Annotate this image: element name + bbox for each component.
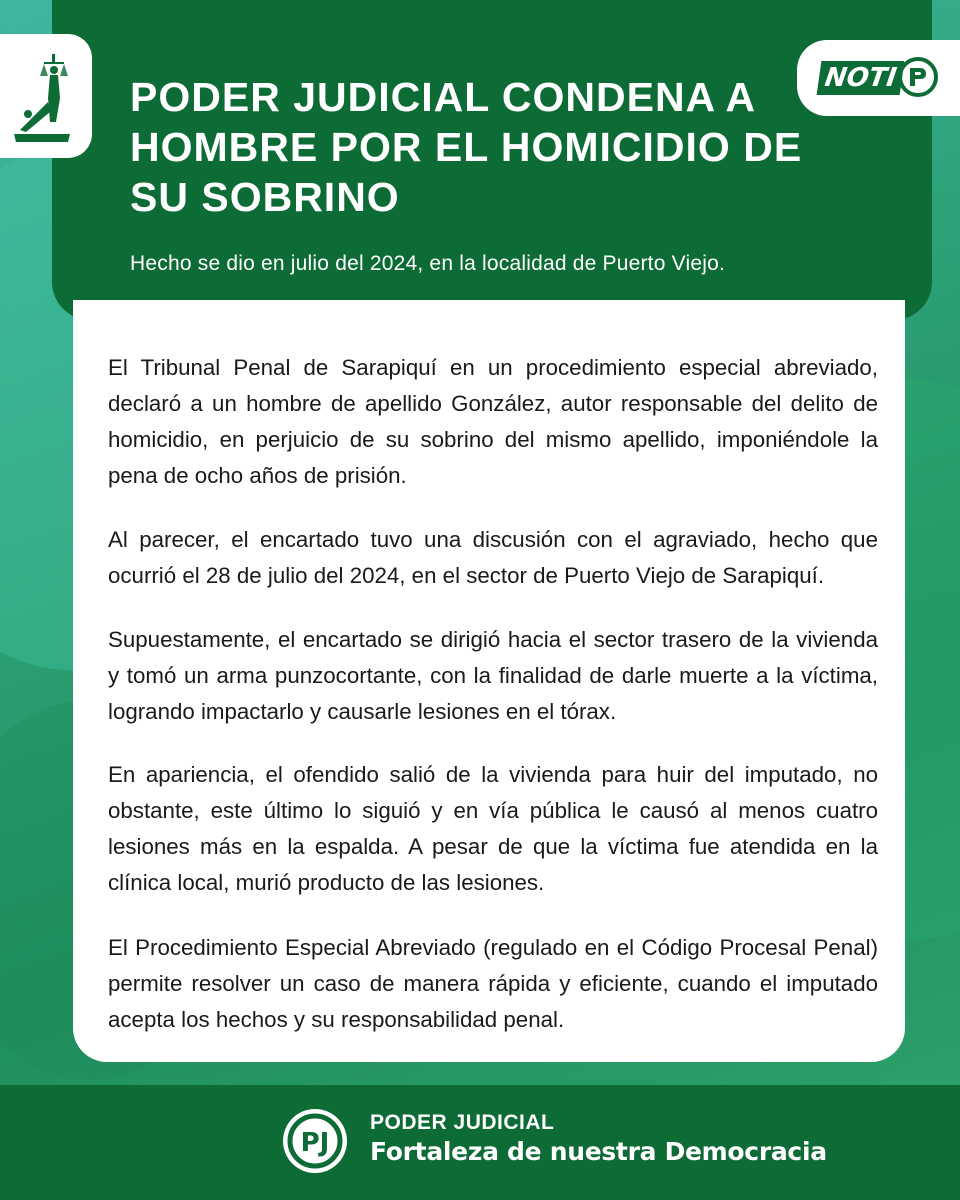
- pj-logo-icon: [281, 1107, 349, 1175]
- organization-name: PODER JUDICIAL: [370, 1111, 555, 1134]
- article-card: [73, 300, 905, 1062]
- pj-logo-icon: [898, 57, 938, 97]
- noti-label: NOTI: [817, 61, 905, 95]
- article-paragraph: En apariencia, el ofendido salió de la vivienda para huir del imputado, no obstante, este último lo siguió y en vía pública le causó al menos cuatro lesiones más en la espalda. A pesar de que la víctima fue atendida en la clínica local, murió producto de las lesiones.: [108, 762, 878, 895]
- article-paragraph: Al parecer, el encartado tuvo una discusión con el agraviado, hecho que ocurrió el 28 de julio del 2024, en el sector de Puerto Viejo de Sarapiquí.: [108, 527, 878, 588]
- footer: [0, 1085, 960, 1200]
- emblem-tab: [0, 34, 92, 158]
- justice-statue-icon: [8, 50, 78, 146]
- footer-logo-text: PJ: [300, 1128, 330, 1158]
- subheadline: Hecho se dio en julio del 2024, en la localidad de Puerto Viejo.: [130, 252, 725, 275]
- article-paragraph: Supuestamente, el encartado se dirigió hacia el sector trasero de la vivienda y tomó un arma punzocortante, con la finalidad de darle muerte a la víctima, logrando impactarlo y causarle lesiones en el tórax.: [108, 627, 878, 724]
- organization-tagline: Fortaleza de nuestra Democracia: [370, 1137, 827, 1166]
- headline: PODER JUDICIAL CONDENA A HOMBRE POR EL HOMICIDIO DE SU SOBRINO: [130, 74, 803, 220]
- article-paragraph: El Procedimiento Especial Abreviado (regulado en el Código Procesal Penal) permite resolver un caso de manera rápida y eficiente, cuando el imputado acepta los hechos y su responsabilidad penal.: [108, 935, 878, 1032]
- article-paragraph: El Tribunal Penal de Sarapiquí en un procedimiento especial abreviado, declaró a un hombre de apellido González, autor responsable del delito de homicidio, en perjuicio de su sobrino del mismo apellido, imponiéndole la pena de ocho años de prisión.: [108, 355, 878, 488]
- noti-badge: [797, 40, 960, 116]
